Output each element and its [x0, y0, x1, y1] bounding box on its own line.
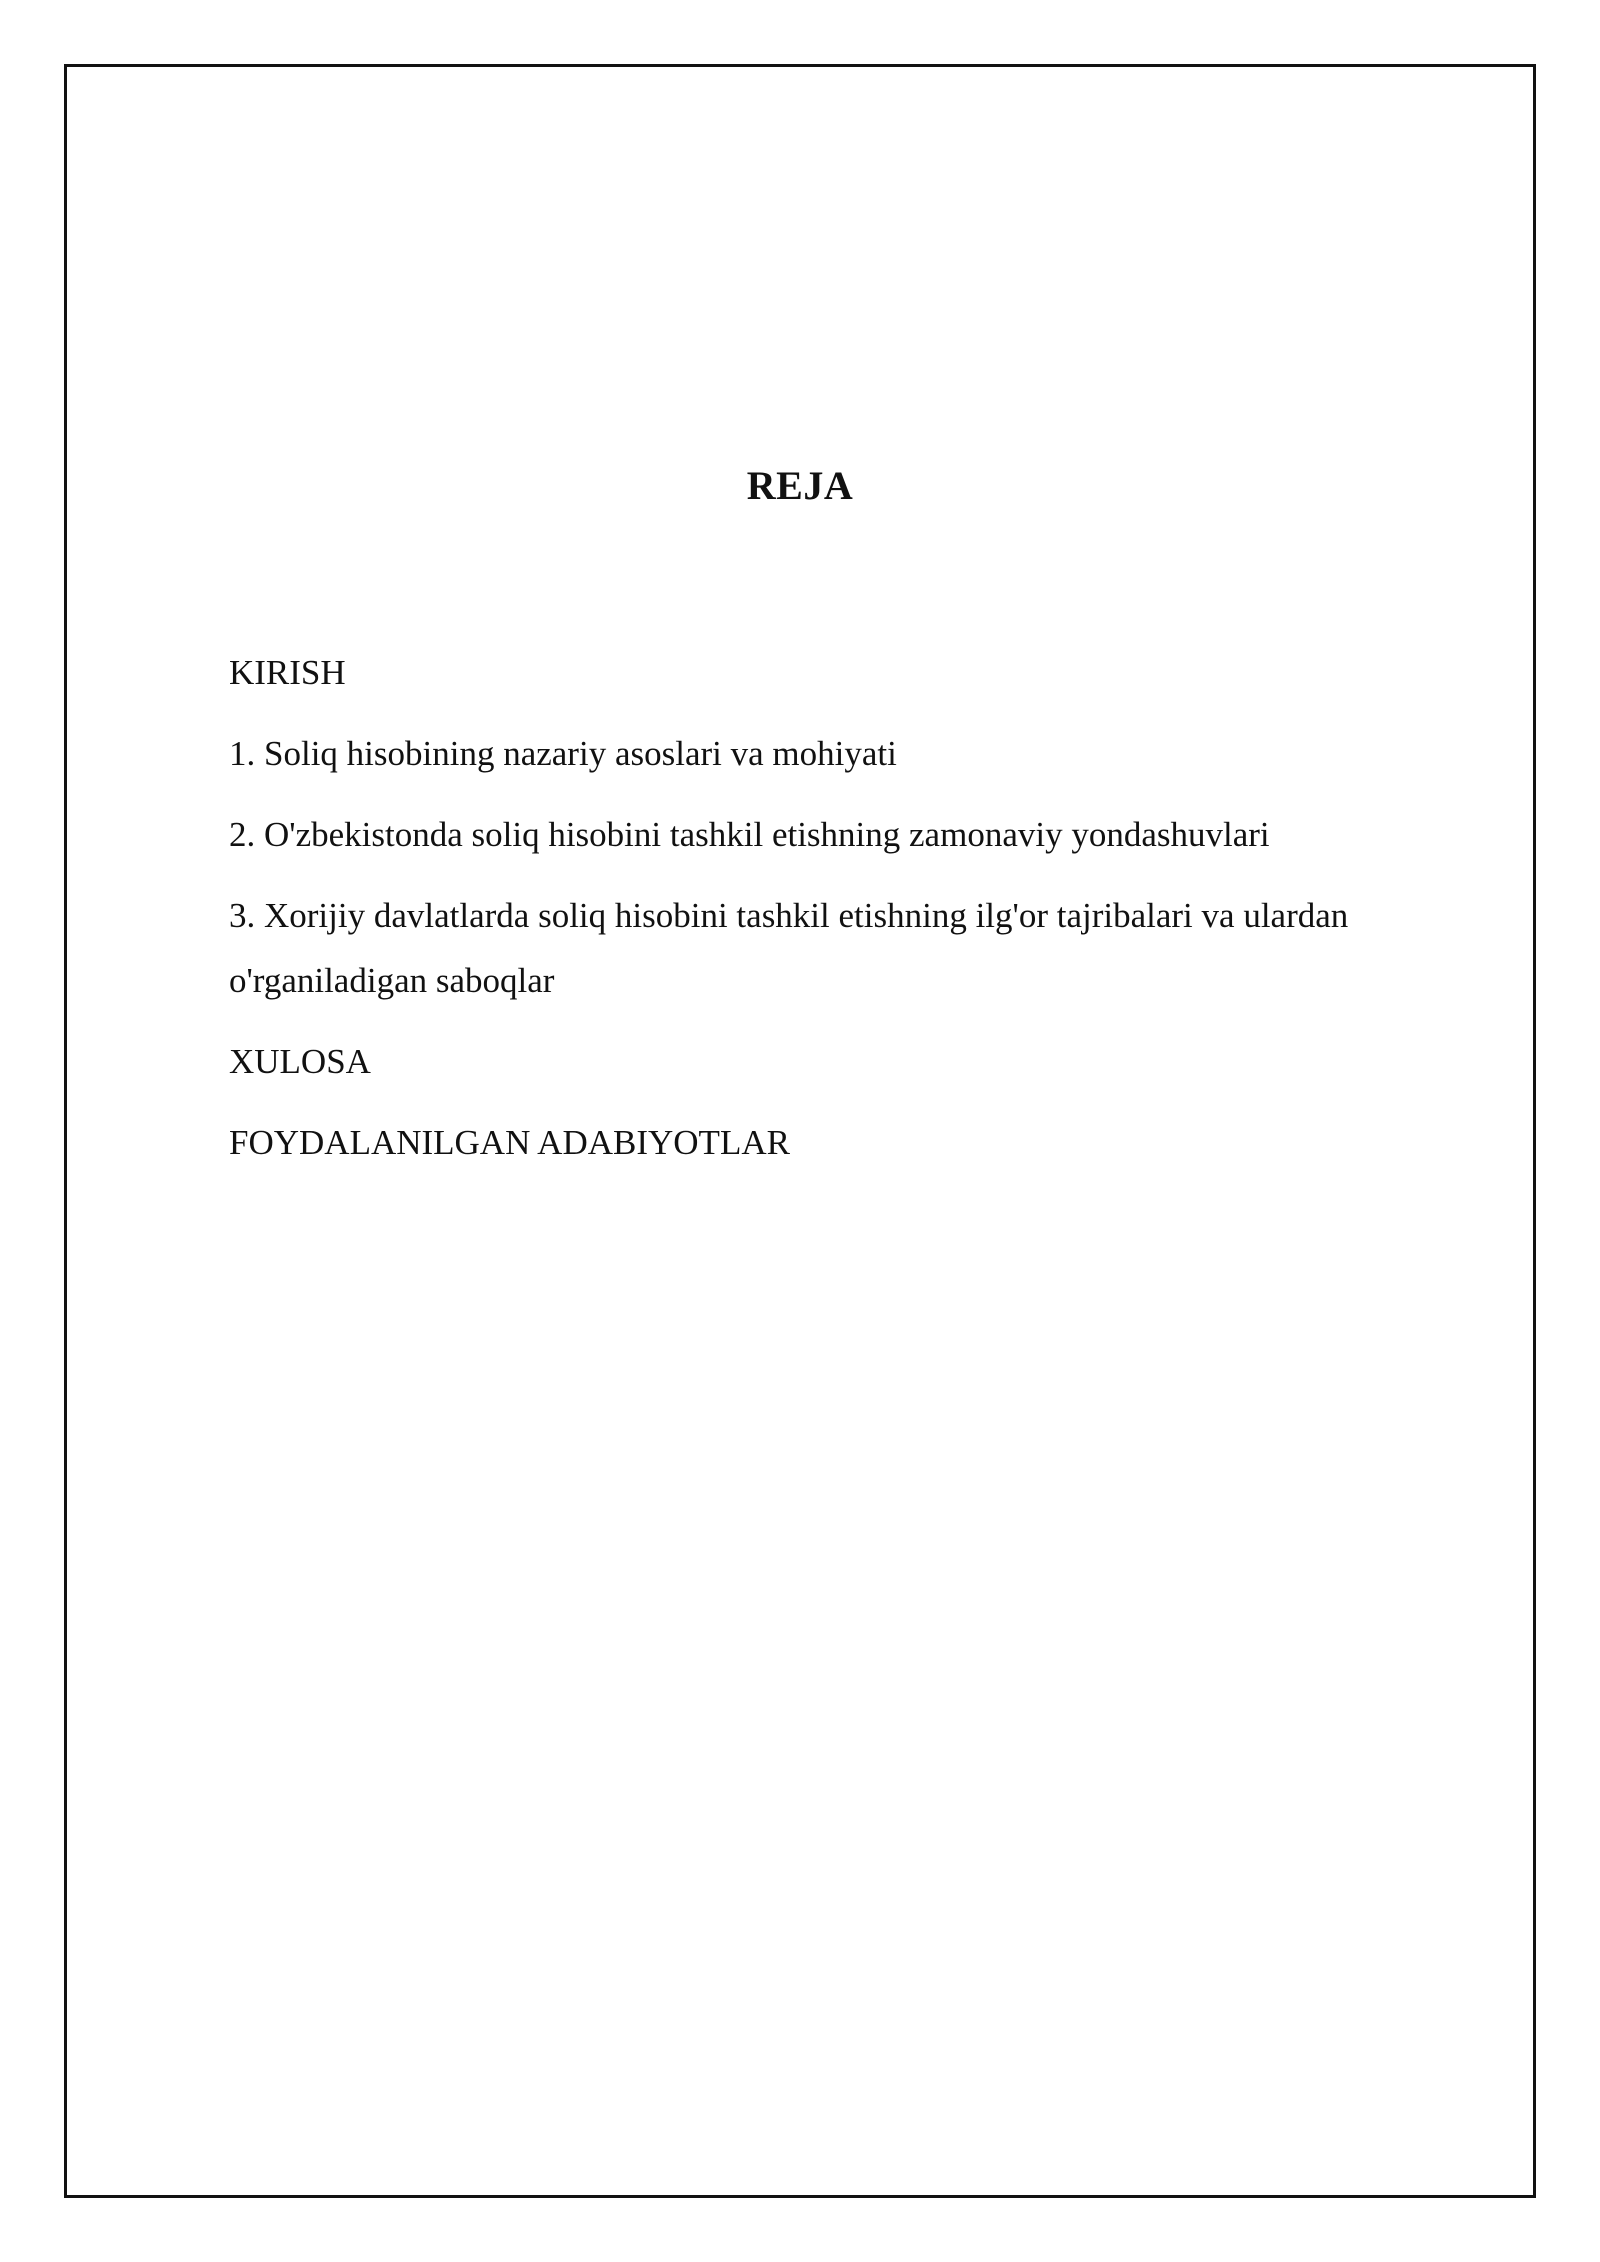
plan-item-3: 3. Xorijiy davlatlarda soliq hisobini tashkil etishning ilg'or tajribalari va ulardan o'rganiladigan saboqlar: [229, 896, 1349, 1000]
plan-list: [229, 640, 1459, 1191]
plan-item-1: 1. Soliq hisobining nazariy asoslari va mohiyati: [229, 734, 897, 773]
plan-item-conclusion: XULOSA: [229, 1042, 371, 1081]
plan-item-references: FOYDALANILGAN ADABIYOTLAR: [229, 1123, 790, 1162]
plan-item-2: 2. O'zbekistonda soliq hisobini tashkil etishning zamonaviy yondashuvlari: [229, 815, 1270, 854]
plan-item-intro: KIRISH: [229, 653, 346, 692]
page-title: REJA: [746, 463, 854, 508]
